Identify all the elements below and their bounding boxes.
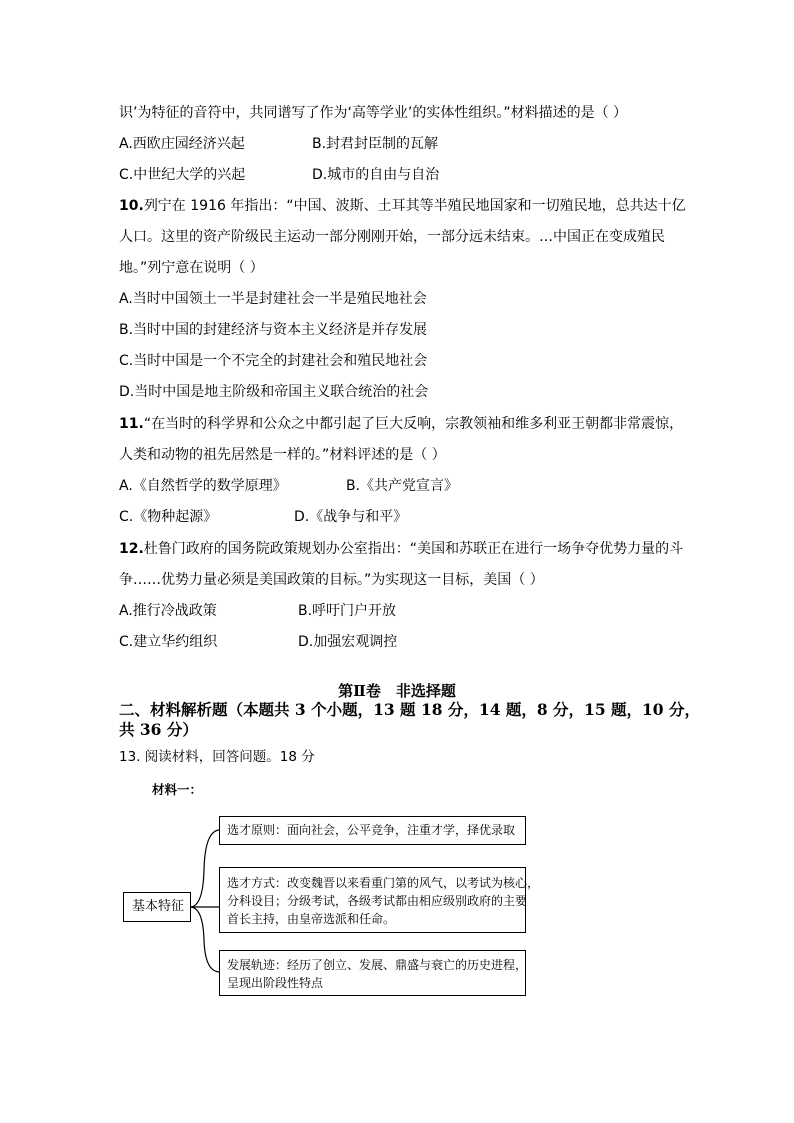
branch-development-line-1: 发展轨迹：经历了创立、发展、鼎盛与衰亡的历史进程， [227, 958, 528, 972]
q12-option-d: D.加强宏观调控 [298, 634, 398, 650]
q10-option-a: A.当时中国领土一半是封建社会一半是殖民地社会 [119, 291, 427, 307]
q11-option-d: D.《战争与和平》 [294, 509, 408, 525]
q12-option-a: A.推行冷战政策 [119, 603, 217, 619]
diagram-branch-principle [219, 816, 526, 845]
q9-option-c: C.中世纪大学的兴起 [119, 167, 246, 183]
part2-title: 第Ⅱ卷 非选择题 [338, 682, 456, 700]
q9-stem-line: 识’为特征的音符中，共同谱写了作为‘高等学业’的实体性组织。”材料描述的是（ ） [119, 105, 628, 121]
q12-stem-line-1: 12.杜鲁门政府的国务院政策规划办公室指出：“美国和苏联正在进行一场争夺优势力量的斗 [119, 541, 684, 557]
q10-option-b: B.当时中国的封建经济与资本主义经济是并存发展 [119, 322, 428, 338]
q10-option-d: D.当时中国是地主阶级和帝国主义联合统治的社会 [119, 384, 429, 400]
q10-option-c: C.当时中国是一个不完全的封建社会和殖民地社会 [119, 353, 428, 369]
q9-option-a: A.西欧庄园经济兴起 [119, 136, 245, 152]
q9-option-d: D.城市的自由与自治 [312, 167, 440, 183]
branch-principle-text: 选才原则：面向社会，公平竞争，注重才学，择优录取 [227, 823, 516, 837]
section-heading-line-2: 共 36 分） [119, 720, 198, 739]
material-1-label: 材料一： [152, 782, 203, 797]
q11-number: 11. [119, 416, 144, 432]
branch-method-line-2: 分科设目；分级考试，各级考试都由相应级别政府的主要 [227, 894, 528, 908]
q12-option-c: C.建立华约组织 [119, 634, 218, 650]
q10-stem-line-3: 地。”列宁意在说明（ ） [119, 260, 264, 276]
q13-stem: 13. 阅读材料，回答问题。18 分 [119, 749, 315, 765]
q9-option-b: B.封君封臣制的瓦解 [312, 136, 439, 152]
q11-option-c: C.《物种起源》 [119, 509, 218, 525]
section-heading-line-1: 二、材料解析题（本题共 3 个小题，13 题 18 分，14 题，8 分，15 题，10 分， [119, 700, 700, 719]
q11-stem-line-1: 11.“在当时的科学界和公众之中都引起了巨大反响，宗教领袖和维多利亚王朝都非常震惊， [119, 416, 684, 432]
q11-stem-line-2: 人类和动物的祖先居然是一样的。”材料评述的是（ ） [119, 447, 446, 463]
diagram-branch-development [219, 950, 526, 996]
branch-development-line-2: 呈现出阶段性特点 [227, 976, 324, 990]
q10-stem-line-2: 人口。这里的资产阶级民主运动一部分刚刚开始，一部分远未结束。…中国正在变成殖民 [119, 229, 665, 245]
q12-option-b: B.呼吁门户开放 [298, 603, 397, 619]
branch-method-line-1: 选才方式：改变魏晋以来看重门第的风气，以考试为核心， [227, 876, 540, 890]
q12-stem-line-2: 争……优势力量必须是美国政策的目标。”为实现这一目标，美国（ ） [119, 572, 544, 588]
q10-number: 10. [119, 198, 144, 214]
branch-method-line-3: 首长主持，由皇帝选派和任命。 [227, 912, 396, 926]
q11-option-b: B.《共产党宣言》 [346, 478, 459, 494]
diagram-root-box [123, 892, 191, 922]
diagram-branch-method [219, 867, 540, 933]
q11-option-a: A.《自然哲学的数学原理》 [119, 478, 287, 494]
q10-stem-line-1: 10.列宁在 1916 年指出：“中国、波斯、土耳其等半殖民地国家和一切殖民地，总共达十亿 [119, 198, 686, 214]
diagram-root-label: 基本特征 [132, 899, 185, 914]
q12-number: 12. [119, 541, 144, 557]
